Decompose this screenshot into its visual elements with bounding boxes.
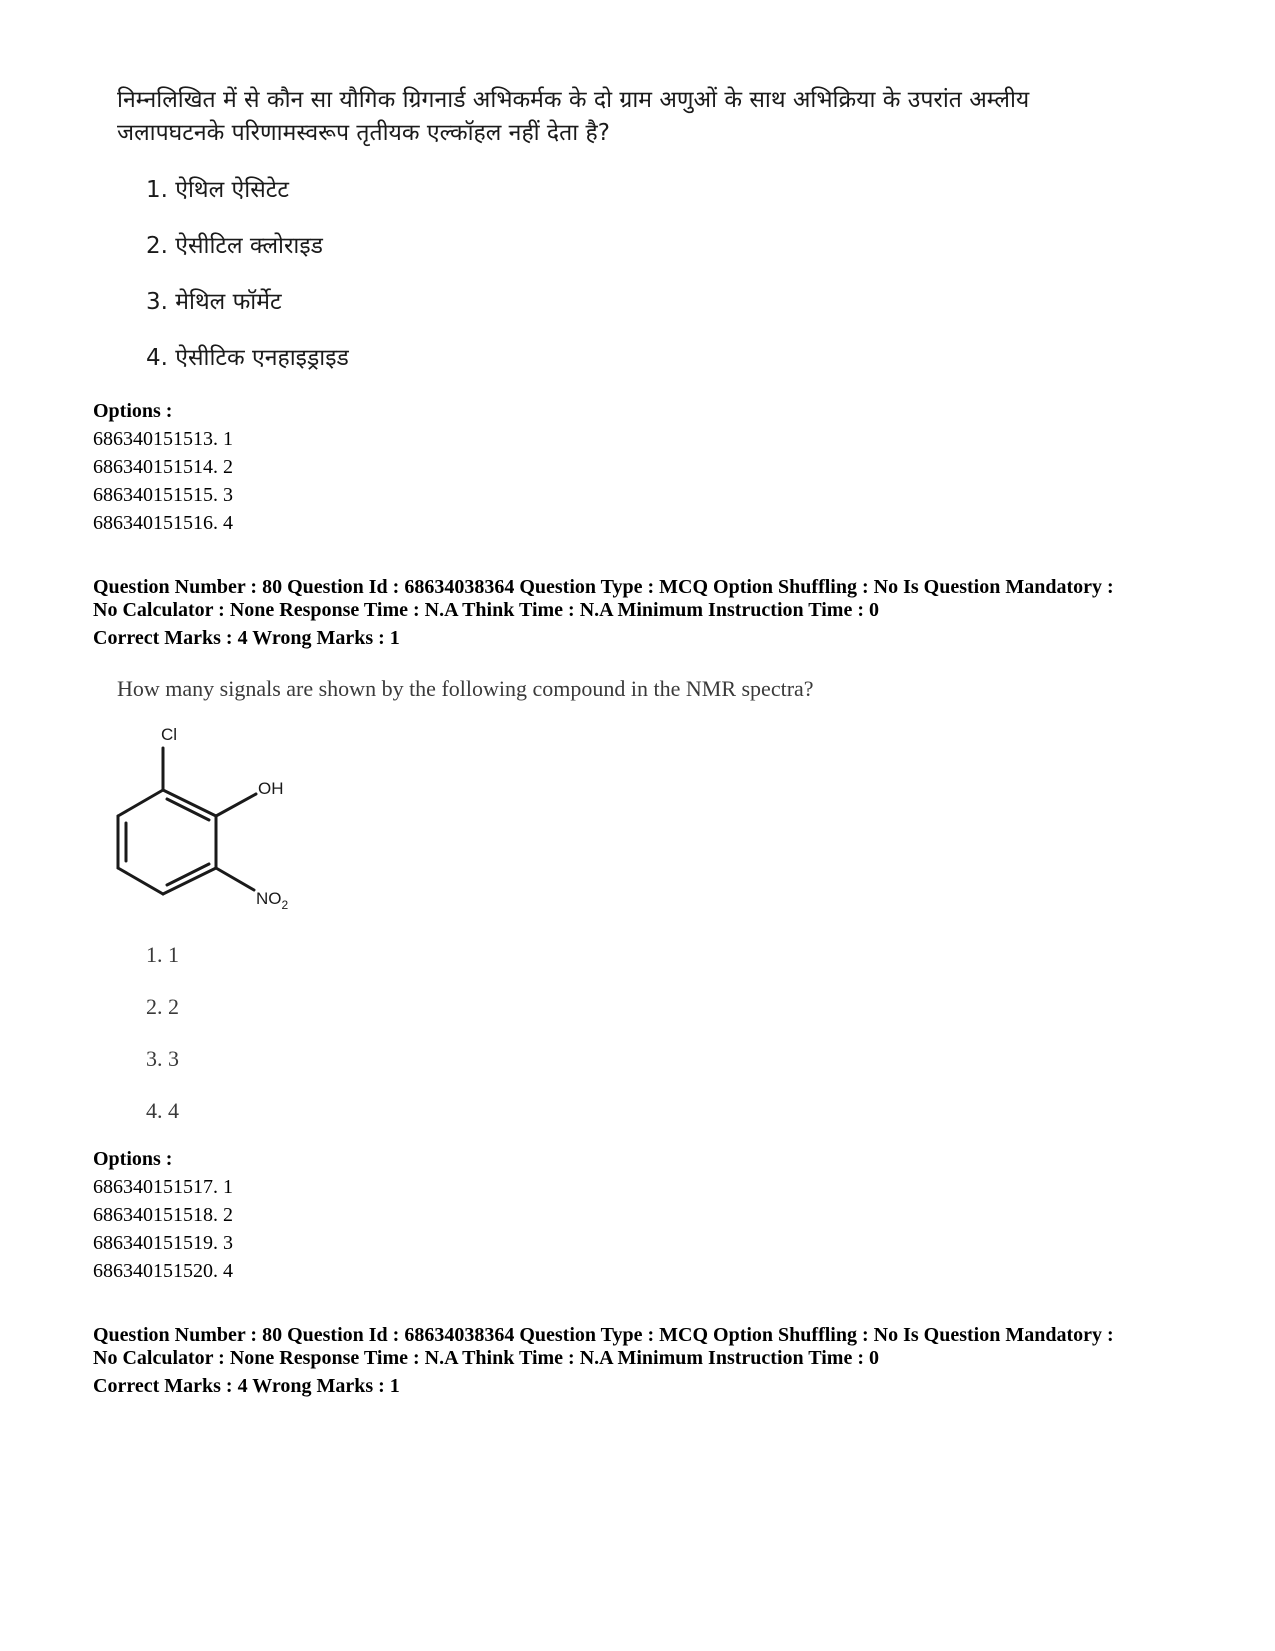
choice-item: 2. ऐसीटिल क्लोराइड	[146, 233, 323, 259]
question-meta-line: Question Number : 80 Question Id : 68634038364 Question Type : MCQ Option Shuffling : No Is Question Mandatory :	[93, 1324, 1114, 1346]
bond-line	[118, 790, 163, 816]
question-meta-line: No Calculator : None Response Time : N.A Think Time : N.A Minimum Instruction Time : 0	[93, 599, 879, 621]
bond-line	[216, 794, 256, 816]
option-line: 686340151514. 2	[93, 456, 233, 478]
option-line: 686340151518. 2	[93, 1204, 233, 1226]
hydroxyl-label: OH	[258, 779, 284, 798]
question-meta-line: Question Number : 80 Question Id : 68634038364 Question Type : MCQ Option Shuffling : No Is Question Mandatory :	[93, 576, 1114, 598]
marks-line: Correct Marks : 4 Wrong Marks : 1	[93, 1375, 400, 1397]
option-line: 686340151513. 1	[93, 428, 233, 450]
question-text: How many signals are shown by the following compound in the NMR spectra?	[117, 676, 814, 701]
choice-item: 1. 1	[146, 942, 179, 967]
option-line: 686340151520. 4	[93, 1260, 233, 1282]
bond-line	[163, 790, 216, 816]
choice-item: 3. 3	[146, 1046, 179, 1071]
options-heading: Options :	[93, 400, 173, 422]
choice-item: 3. मेथिल फॉर्मेट	[146, 289, 282, 315]
bond-line	[216, 868, 254, 890]
choice-item: 2. 2	[146, 994, 179, 1019]
bond-line	[163, 868, 216, 894]
option-line: 686340151519. 3	[93, 1232, 233, 1254]
option-line: 686340151517. 1	[93, 1176, 233, 1198]
nitro-label: $NO_2$	[256, 889, 289, 912]
chlorine-label: Cl	[161, 725, 178, 744]
options-heading: Options :	[93, 1148, 173, 1170]
question-text: निम्नलिखित में से कौन सा यौगिक ग्रिगनार्ड अभिकर्मक के दो ग्राम अणुओं के साथ अभिक्रिया के उपरांत अम्लीय जलापघटनके परिणामस्वरूप तृतीयक एल्कॉहल नहीं देता है?	[117, 87, 1030, 146]
marks-line: Correct Marks : 4 Wrong Marks : 1	[93, 627, 400, 649]
option-line: 686340151515. 3	[93, 484, 233, 506]
chemical-structure-diagram	[110, 718, 330, 928]
question-meta-line: No Calculator : None Response Time : N.A Think Time : N.A Minimum Instruction Time : 0	[93, 1347, 879, 1369]
choice-item: 4. ऐसीटिक एनहाइड्राइड	[146, 345, 349, 371]
choice-item: 4. 4	[146, 1098, 179, 1123]
option-line: 686340151516. 4	[93, 512, 233, 534]
choice-item: 1. ऐथिल ऐसिटेट	[146, 177, 289, 203]
bond-line	[118, 868, 163, 894]
